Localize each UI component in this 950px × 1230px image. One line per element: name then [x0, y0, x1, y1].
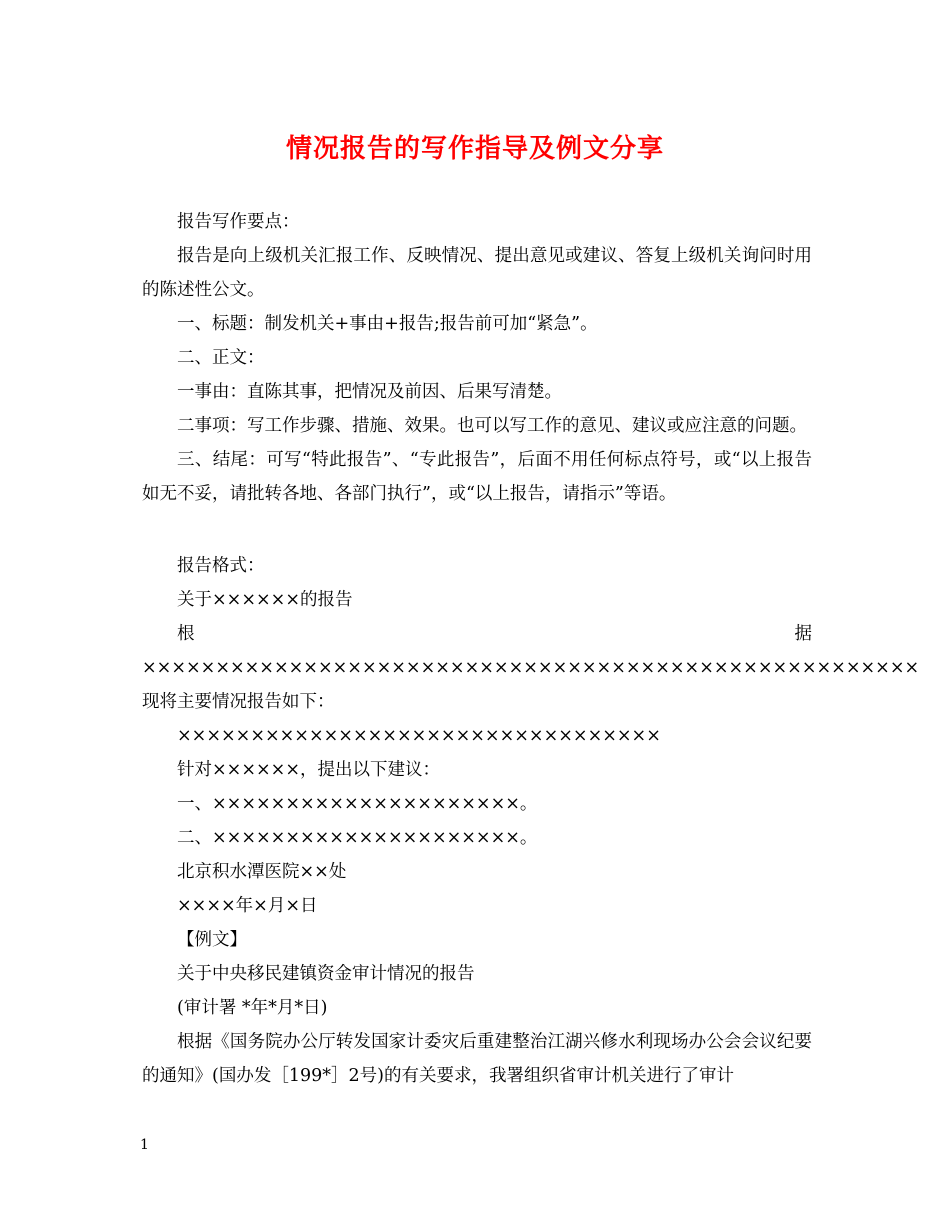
- format-suggestions-intro: 针对××××××，提出以下建议：: [177, 760, 440, 780]
- paragraph-ending: 三、结尾：可写“特此报告”、“专此报告”，后面不用任何标点符号，或“以上报告如无不妥，请批转各地、各部门执行”，或“以上报告，请指示”等语。: [142, 450, 812, 504]
- example-issuer-date: (审计署 *年*月*日): [177, 998, 328, 1018]
- section-heading-example: 【例文】: [177, 930, 247, 950]
- paragraph-definition: 报告是向上级机关汇报工作、反映情况、提出意见或建议、答复上级机关询问时用的陈述性公文。: [142, 246, 812, 300]
- document-title: 情况报告的写作指导及例文分享: [285, 134, 664, 164]
- paragraph-items: 二事项：写工作步骤、措施、效果。也可以写工作的意见、建议或应注意的问题。: [177, 416, 807, 436]
- page-number: 1: [140, 1137, 149, 1153]
- format-suggestion-two: 二、×××××××××××××××××××××。: [177, 828, 538, 848]
- document-body: [142, 205, 920, 1093]
- format-suggestion-one: 一、×××××××××××××××××××××。: [177, 794, 538, 814]
- example-body: 根据《国务院办公厅转发国家计委灾后重建整治江湖兴修水利现场办公会会议纪要的通知》(国办发［199*］2号)的有关要求，我署组织省审计机关进行了审计: [142, 1032, 812, 1086]
- blank-line: [142, 511, 812, 549]
- paragraph-cause: 一事由：直陈其事，把情况及前因、后果写清楚。: [177, 382, 562, 402]
- format-content: ×××××××××××××××××××××××××××××××××: [177, 726, 661, 746]
- format-date: ××××年×月×日: [177, 896, 318, 916]
- example-title: 关于中央移民建镇资金审计情况的报告: [177, 964, 475, 984]
- section-heading-format: 报告格式：: [177, 556, 265, 576]
- format-basis: 根据×××××××××××××××××××××××××××××××××××××××××××××××××××××现将主要情况报告如下：: [142, 624, 920, 712]
- format-issuer: 北京积水潭医院××处: [177, 862, 347, 882]
- paragraph-title-rule: 一、标题：制发机关+事由+报告;报告前可加“紧急”。: [177, 314, 598, 334]
- section-heading-writing-points: 报告写作要点：: [177, 212, 300, 232]
- paragraph-body-heading: 二、正文：: [177, 348, 265, 368]
- format-report-title: 关于××××××的报告: [177, 590, 353, 610]
